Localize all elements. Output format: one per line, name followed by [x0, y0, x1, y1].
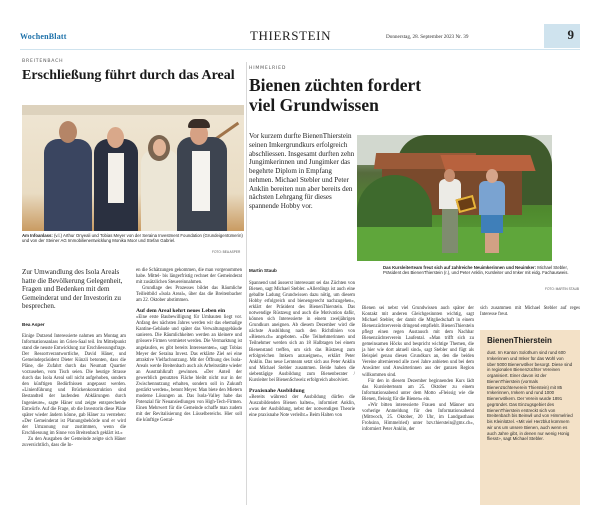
- paragraph: Grundlage des Prozesses bildet das Räumliche Teilleitbild «Isola Areal», über das die Breitenbacher am 22. Oktober abstimmen.: [136, 286, 242, 304]
- left-article-title: Erschließung führt durch das Areal: [22, 68, 235, 83]
- roof-right: [440, 155, 535, 171]
- paragraph: «Wir bitten interessierte Frauen und Männer um vorherige Anmeldung für den Informationsabend (Mittwoch, 25. Oktober, 20 Uhr, im Landgasthaus Frohsinn, Himmelried) unter bzv.thierstein@gmx.ch», informiert Peter Anklin, der: [362, 402, 474, 432]
- issue-dateline: Donnerstag, 28. September 2023 Nr. 39: [386, 34, 469, 40]
- left-article-column-2: [136, 268, 242, 424]
- caption-lead: Am Infoanlass:: [22, 233, 53, 238]
- left-article-photo: [22, 105, 244, 231]
- right-photo-credit: FOTO: MARTIN STAUB: [545, 287, 580, 291]
- right-article-kicker: HIMMELRIED: [249, 66, 287, 71]
- person-right-head: [486, 169, 498, 183]
- left-article-subhead: Auf dem Areal kehrt neues Leben ein: [136, 308, 226, 315]
- left-photo-caption: [22, 233, 244, 244]
- person-left-trousers: [442, 209, 458, 253]
- caption-lead: Das Kursleiterteam freut sich auf zahlreiche Neuimkerinnen und Neuimker:: [383, 265, 537, 270]
- right-article-byline: Martin Staub: [249, 268, 277, 273]
- right-article-photo: [357, 135, 552, 261]
- person-4-hair: [188, 119, 210, 128]
- paragraph: Spannend und äusserst interessant sei das Züchten von Bienen, sagt Michael Stebler. «Allerdings ist auch eine geballte Ladung Grundwissen dazu nötig, um diesem Hobby erfolgreich und bienengerecht nachzugehen», erklärt der Präsident des BienenThierstein. Das notwendige Rüstzeug und auch die Motivation dafür, können sich Interessierte in einem zweijährigen Grundkurs aneignen. Ab diesem Dezember wird die nächste Ausbildung nach den Richtlinien von «Bienen.ch» angeboten. «Die Teilnehmerinnen und Teilnehmer werden sich an 18 Halbtagen bei einem Bienenstand treffen, um sich das Rüstzeug zum erfolgreichen Imkern anzueignen», erklärt Peter Anklin. Das neue Lernteam setzt sich aus Peter Anklin und Michael Stebler zusammen. Beide haben die siebentägige Ausbildung zum Bienenberater / Kursleiter bei BienenSchweiz erfolgreich absolviert.: [249, 281, 355, 383]
- paragraph: «Eine erste Baubewilligung für Umbauten liegt vor. Anfang des nächsten Jahres werden wir das ehemalige Kantine-Gebäude und später das Verwaltungsgebäude sanieren. Die Räumlichkeiten werden an kleinere und grössere Firmen vermietet werden. Die Vermarktung ist angelaufen, es gibt bereits Interessenten», sagt Tobias Meyer der Seraina Invest. Das erklärte Ziel sei eine attraktive Vielfachnutzung. Mit der Öffnung des Isola-Areals werde Breitenbach auch als Arbeitsstätte wieder an Ausstrahlkraft gewinnen. «Der Anteil der gewerblich genutzten Fläche bleibt nicht nur in der Zwischennutzung erhalten, sondern soll in Zukunft gestärkt werden», betont Meyer. Man biete den Mietern moderne Lösungen an. Das Isola-Valley habe das Potenzial für Neuansiedlungen von High-Tech-Firmen. Einen Mehrwert für die Gemeinde schaffe man zudem mit der Revitalisierung des Lüsselbereichs. Hier soll die künftige Gestal-: [136, 315, 242, 424]
- page-number: 9: [544, 24, 580, 48]
- person-right-legs: [485, 233, 499, 253]
- infobox-text: dust. Im Kanton Solothurn sind rund 600 Imkerinnen und Imker für das Wohl von über 5000 Bienenvölker besorgt. Diese sind in regionalen Bienenzüchter Vereinen organisiert. Einer davon ist der BienenThierstein (vormals Bienenzüchterverein Thierstein) mit 85 Imkerinnen, Imkern und rund 1000 Bienenvölkern. Der Verein wurde 1891 gegründet. Das Einzugsgebiet des BienenThierstein erstreckt sich von Breitenbach bis Beinwil und von Himmelried bis Kleinlützel. «Mit viel Herzblut kümmern wir uns um unsere Bienen, auch wenn es auch Jahre gibt, in denen nur wenig Honig fliesst», sagt Michael Stebler.: [487, 350, 573, 442]
- infobox-title: BienenThierstein: [487, 336, 552, 345]
- person-4-shirt: [192, 151, 210, 211]
- person-left-head: [444, 169, 455, 182]
- right-article-column-1: [249, 281, 355, 419]
- right-article-lead: Vor kurzem durfte BienenThierstein seinen Imkergrundkurs erfolgreich abschliessen. Insgesamt durften zehn Jungimkerinnen und Jungimker das begehrte Diplom in Empfang nehmen. Michael Stebler und Peter Anklin bereiten nun aber bereits den nächsten Lehrgang für dieses spannende Hobby vor.: [249, 132, 355, 210]
- right-article-title: [249, 76, 549, 115]
- right-photo-caption: [383, 265, 583, 276]
- person-right-shorts: [481, 215, 503, 233]
- right-article-subhead: Praxisnahe Ausbildung: [249, 387, 305, 394]
- caption-text: (v.l.) Arthur Onyeali und Tobias Meyer von der Seraina Investment Foundation (Grundeigentümerin) und von der Steiner AG Immobilienentwicklung Monika Moor und Stefan Gabriel.: [22, 233, 243, 244]
- left-article-lead: Zur Umwandlung des Isola Areals hatte die Bevölkerung Gelegenheit, Fragen und Bedenken mit dem Gemeinderat und der Investorin zu besprechen.: [22, 268, 123, 311]
- left-article-kicker: BREITENBACH: [22, 59, 64, 64]
- section-title: THIERSTEIN: [250, 28, 332, 43]
- paragraph: Für den in diesem Dezember beginnenden Kurs lädt das Kursleiterteam am 25. Oktober zu einem Informationsabend unter dem Motto «Fleissig wie die Bienen, fleissig für die Bienen» ein.: [362, 378, 474, 402]
- infobox-bienenthierstein: [480, 330, 580, 505]
- left-photo-credit: FOTO: BEA ASPER: [212, 250, 241, 254]
- person-3: [141, 149, 179, 231]
- newspaper-logo: WochenBlatt: [20, 32, 67, 41]
- title-line-1: Bienen züchten fordert: [249, 75, 422, 95]
- paragraph: Bienen sei nebst viel Grundwissen auch später der Kontakt mit anderen Gleichgesinnten wichtig, sagt Michael Stebler, der damit die Mitgliedschaft in einem Bienenzüchterverein dringend empfiehlt. BienenThierstein pflegt einen regen Austausch mit dem Nachbar Bienenzüchterverein Laufental. «Man trifft sich zu gemeinsamen Höcks und bespricht wichtige Themen, die ja hier wie dort aktuell sind», sagt Stebler und fügt als Beispiel genau diesen Grundkurs an, den die beiden Vereine alternierend alle zwei Jahre anbieten und bei dem Anwärter und Anwärterinnen aus der ganzen Region willkommen sind.: [362, 306, 474, 378]
- person-1: [44, 139, 92, 231]
- left-article-column-1: [22, 334, 126, 449]
- column-divider: [246, 62, 247, 505]
- paragraph: sich zusammen mit Michael Stebler auf reges Interesse freut.: [480, 306, 580, 318]
- paragraph: Einige Dutzend Interessierte nahmen am Montag am Informationsanlass im Grien-Saal teil. Im Mittelpunkt stand die neuste Entwicklung zur Erschliessungsfrage. Der Ressortverantwortliche, David Häner, und Gemeindepräsident Dieter Künzli betonten, dass die Pläne, die Zufahrt durch das Neumatt Quartier vorzusehen, vom Tisch seien. Die heutige Strasse durch das Isola Areal soll nicht aufgehoben, sondern den künftigen Bedürfnissen angepasst werden. «Linienführung und Brückenkonstruktion sind Bestandteil der laufenden Abklärungen durch Ingenieure», sagte Häner und zeigte entsprechende Entwürfe. Auf die Frage, ob die Investorin diese Pläne später wieder ändern könne, gab Häner zu verstehen: «Der Gemeinderat ist Planungsbehörde und er wird der Umzonung nur zustimmen, wenn die Erschliessung im Sinne von Breitenbach geklärt ist.»: [22, 334, 126, 436]
- person-3-head: [153, 139, 166, 156]
- paragraph: en die Schätzungen gekommen, die man vorgenommen habe. Mittel- bis längerfristig rechnet der Gemeinderat mit zusätzlichen Steuereinnahmen.: [136, 268, 242, 286]
- person-2-head: [107, 127, 124, 148]
- masthead: [20, 26, 580, 50]
- person-right-jacket: [479, 181, 505, 215]
- paragraph: «Bereits während der Ausbildung dürfen die Auszubildenden Bienen halten», informiert Anklin, «was der Ausbildung, nebst der notwendigen Theorie eine praxisnahe Note verleiht.» Beim Halten von: [249, 394, 355, 418]
- right-article-column-3: [480, 306, 580, 318]
- right-article-column-2: [362, 306, 474, 433]
- ceiling-shape: [22, 105, 244, 115]
- caption-text: Michael Stebler, Präsident des BienenThierstein (r.), und Peter Anklin, Kursleiter und Imker mit eidg. Fachausweis.: [383, 265, 569, 276]
- title-line-2: viel Grundwissen: [249, 94, 379, 115]
- paragraph: Zu den Ausgaben der Gemeinde zeigte sich Häner zuversichtlich, dass die In-: [22, 436, 126, 448]
- person-1-head: [59, 121, 77, 143]
- left-article-byline: Bea Asper: [22, 322, 45, 327]
- person-2-shirt: [108, 153, 124, 203]
